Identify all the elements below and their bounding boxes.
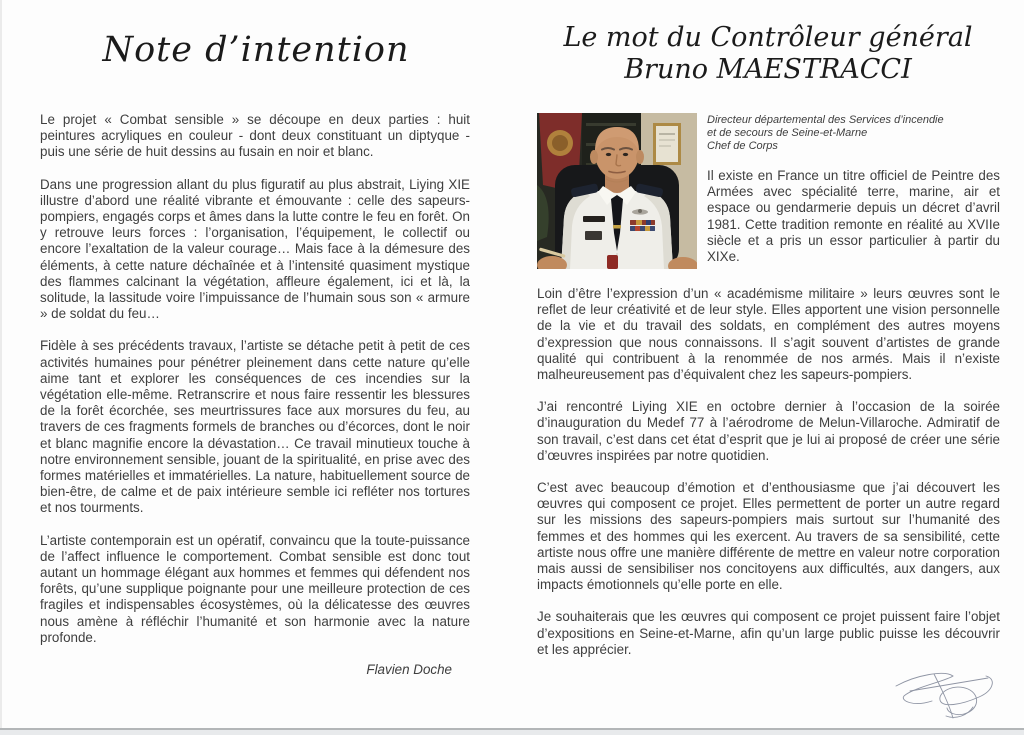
note-intention-title: Note d’intention [102, 30, 410, 70]
paragraph: Fidèle à ses précédents travaux, l’artiste se détache petit à petit de ces activités humaines pour pénétrer pleinement dans cette nature qu’elle aime tant et explorer les conséquences de ces incendies sur la végétation elle-même. Retranscrire et nous faire ressentir les blessures de la forêt écorchée, ses meurtrissures face aux morsures du feu, au travers de ces fragments formels de branches ou d’écorces, dont le noir et blanc magnifie encore la dévastation… Ce travail minutieux touche à notre environnement sensible, jouant de la spiritualité, en prise avec des formes matérielles et immatérielles. La nature, habituellement source de bien-être, de calme et de paix intérieure semble ici refléter nos tortures et nos tourments. [40, 338, 470, 516]
foreword-body [537, 113, 1000, 725]
paragraph: Il existe en France un titre officiel de Peintre des Armées avec spécialité terre, marine, air et espace ou gendarmerie depuis un décret d’avril 1981. Cette tradition remonte en réalité au XVIIe siècle et a pris un essor particulier à partir du XIXe. [707, 168, 1000, 265]
foreword-title-line2: Bruno MAESTRACCI [624, 54, 912, 85]
photo-caption [707, 114, 1000, 153]
portrait-side-column [707, 113, 1000, 269]
paragraph: Loin d’être l’expression d’un « académisme militaire » leurs œuvres sont le reflet de leur créativité et de leur style. Elles apportent une vision personnelle de la vie et du travail des soldats, en complément des autres moyens d’expression que nous connaissons. Il s’agit souvent d’artistes de grande qualité qui contribuent à la renommée de nos armés. Mais il n’existe malheureusement pas d’équivalent chez les sapeurs-pompiers. [537, 286, 1000, 383]
paragraph: L’artiste contemporain est un opératif, convaincu que la toute-puissance de l’affect influence le comportement. Combat sensible est donc tout autant un hommage élégant aux hommes et femmes qui défendent nos forêts, qu’une supplique poignante pour une meilleure protection de ces fragiles et indispensables écosystèmes, où la délicatesse des œuvres nous amène à réfléchir l’humanité et son harmonie avec la nature profonde. [40, 532, 470, 645]
page-foreword [512, 0, 1024, 735]
paragraph: C’est avec beaucoup d’émotion et d’enthousiasme que j’ai découvert les œuvres qui composent ce projet. Elles permettent de porter un autre regard sur les missions des sapeurs-pompiers mais surtout sur l’humanité des femmes et des hommes qui les exercent. Au travers de sa sensibilité, cette artiste nous offre une manière différente de mettre en valeur notre corporation mais aussi de sensibiliser nos concitoyens aux difficultés, aux dangers, aux impacts émotionnels qu’elle porte en elle. [537, 480, 1000, 593]
paragraph: Dans une progression allant du plus figuratif au plus abstrait, Liying XIE illustre d’abord une réalité vibrante et émouvante : celle des sapeurs-pompiers, engagés corps et âmes dans la lutte contre le feu en forêt. On y retrouve leurs forces : l’organisation, l’équipement, le collectif ou encore l’exaltation de la valeur courage… Mais face à la démesure des éléments, à cette nature déchaînée et à l’intensité quasiment mystique des flammes calcinant la végétation, affleure également, ici et là, la solitude, la lassitude voire l’impuissance de l’humain sous son « armure » de soldat du feu… [40, 176, 470, 322]
caption-line-1: Directeur départemental des Services d’incendie [707, 114, 944, 126]
signature-area [537, 666, 1000, 725]
paragraph: Le projet « Combat sensible » se découpe en deux parties : huit peintures acryliques en couleur - dont deux constituant un diptyque - puis une série de huit dessins au fusain en noir et blanc. [40, 112, 470, 160]
paragraph: J’ai rencontré Liying XIE en octobre dernier à l’occasion de la soirée d’inauguration du Medef 77 à l’aérodrome de Melun-Villaroche. Admiratif de son travail, c’est dans cet état d’esprit que je lui ai proposé de créer une série d’œuvres inspirées par notre quotidien. [537, 399, 1000, 463]
portrait-row [537, 113, 1000, 269]
paragraph: Je souhaiterais que les œuvres qui composent ce projet puissent faire l’objet d’expositions en Seine-et-Marne, afin qu’un large public puisse les découvrir et les apprécier. [537, 609, 1000, 657]
caption-line-3: Chef de Corps [707, 140, 778, 152]
page-bottom-edge-band [0, 730, 1024, 735]
author-name: Flavien Doche [366, 662, 452, 678]
handwritten-signature-icon [890, 666, 998, 720]
caption-line-2: et de secours de Seine-et-Marne [707, 127, 868, 139]
foreword-title-line1: Le mot du Contrôleur général [563, 22, 973, 53]
note-intention-body [40, 112, 470, 677]
foreword-title [512, 22, 1024, 86]
portrait-photo [537, 113, 697, 269]
portrait-photo-illustration [537, 113, 697, 269]
